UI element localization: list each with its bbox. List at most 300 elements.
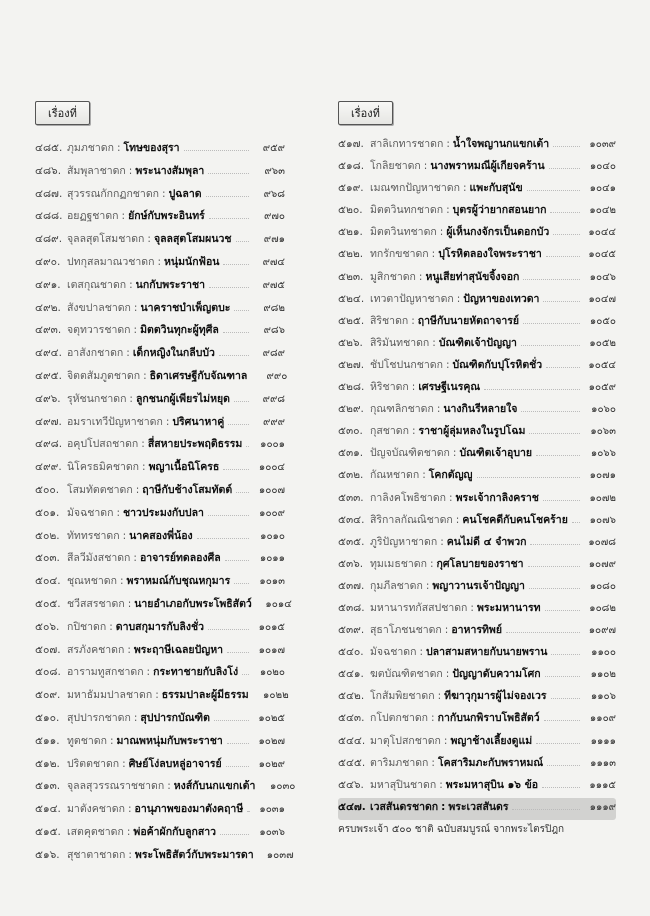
leader-dots bbox=[527, 189, 580, 191]
toc-entry bbox=[35, 367, 288, 390]
story-title: ปูฉลาด bbox=[168, 187, 202, 200]
jataka-name: เสตคุตชาดก bbox=[67, 825, 124, 838]
jataka-name: มหาธัมมปาลชาดก bbox=[67, 689, 153, 702]
leader-dots bbox=[242, 673, 249, 675]
leader-dots bbox=[529, 587, 580, 589]
toc-entry bbox=[35, 276, 285, 299]
entry-number: ๕๓๘. bbox=[338, 601, 365, 614]
entry-number: ๕๓๓. bbox=[338, 491, 364, 504]
story-title: มาณพหนุ่มกับพระราชา bbox=[116, 734, 223, 747]
toc-column-right bbox=[338, 101, 616, 837]
page-number: ๙๘๒ bbox=[263, 302, 285, 314]
entry-number: ๕๓๕. bbox=[338, 535, 365, 548]
story-title: ปัญญาดับความโศก bbox=[452, 668, 541, 681]
separator: : bbox=[431, 712, 435, 725]
page-number: ๑๐๐๑ bbox=[260, 439, 285, 451]
toc-entry bbox=[338, 290, 616, 312]
separator: : bbox=[128, 164, 133, 177]
separator: : bbox=[446, 138, 450, 150]
page-number: ๑๐๖๐ bbox=[591, 404, 616, 416]
separator: : bbox=[443, 734, 448, 747]
story-title: นายอำเภอกับพระโพธิสัตว์ bbox=[134, 597, 252, 610]
separator: : bbox=[440, 535, 444, 548]
leader-dots bbox=[543, 300, 580, 302]
story-title: โคสาริมภะกับพราหมณ์ bbox=[437, 756, 544, 769]
entry-number: ๕๒๗. bbox=[338, 358, 365, 371]
page-number: ๙๖๘ bbox=[263, 188, 285, 200]
leader-dots bbox=[477, 476, 581, 478]
toc-entry bbox=[338, 422, 616, 444]
leader-dots bbox=[225, 559, 249, 561]
entry-number: ๕๐๘. bbox=[35, 666, 61, 679]
story-title: ธิดาเศรษฐีกับจัณฑาล bbox=[149, 369, 248, 382]
leader-dots bbox=[529, 432, 580, 434]
page-number: ๑๑๐๒ bbox=[590, 669, 616, 681]
separator: : bbox=[436, 403, 441, 416]
leader-dots bbox=[219, 354, 249, 356]
page-number: ๑๑๐๐ bbox=[591, 647, 616, 659]
entry-number: ๕๑๒. bbox=[35, 757, 60, 770]
separator: : bbox=[121, 210, 126, 223]
entry-number: ๕๐๗. bbox=[35, 643, 61, 656]
separator: : bbox=[165, 415, 170, 428]
separator: : bbox=[142, 461, 146, 474]
toc-entry bbox=[338, 732, 616, 754]
leader-dots bbox=[223, 331, 249, 333]
separator: : bbox=[129, 278, 133, 291]
separator: : bbox=[444, 624, 449, 637]
story-title: โทษของสุรา bbox=[123, 142, 180, 154]
toc-entry bbox=[35, 549, 285, 572]
toc-entry bbox=[338, 245, 616, 267]
separator: : bbox=[422, 469, 426, 482]
story-title: พระมหาสุบิน ๑๖ ข้อ bbox=[445, 778, 539, 791]
page-number: ๑๑๑๓ bbox=[590, 757, 616, 769]
separator: : bbox=[126, 347, 130, 360]
entry-number: ๕๒๘. bbox=[338, 381, 365, 394]
leader-dots bbox=[214, 719, 249, 721]
entry-number: ๕๒๕. bbox=[338, 314, 365, 327]
separator: : bbox=[411, 381, 416, 394]
page-number: ๑๐๖๓ bbox=[590, 426, 616, 438]
entry-number: ๔๙๘. bbox=[35, 438, 63, 451]
separator: : bbox=[116, 142, 121, 154]
page-number: ๑๐๗๘ bbox=[588, 536, 616, 548]
page-number: ๑๐๔๐ bbox=[589, 161, 616, 173]
jataka-name: เตสกุณชาดก bbox=[67, 278, 127, 291]
entry-number: ๔๙๑. bbox=[35, 278, 61, 291]
entry-number: ๕๐๙. bbox=[35, 689, 61, 702]
jataka-name: สิริชาดก bbox=[370, 314, 409, 327]
entry-number: ๔๘๗. bbox=[35, 187, 63, 200]
page-number: ๑๐๑๕ bbox=[258, 621, 285, 633]
toc-entry bbox=[35, 139, 285, 162]
page-number: ๑๐๑๔ bbox=[265, 598, 292, 610]
story-title: ดาบสกุมารกับลิงชั่ว bbox=[115, 620, 204, 633]
leader-dots bbox=[523, 322, 580, 324]
jataka-name: กุสชาดก bbox=[370, 425, 409, 438]
story-title: ปัญหาของเทวดา bbox=[463, 292, 540, 305]
entry-number: ๔๙๓. bbox=[35, 324, 62, 337]
story-title: ผู้เห็นกงจักรเป็นดอกบัว bbox=[446, 226, 550, 239]
jataka-name: อคุปโปสถชาดก bbox=[67, 438, 139, 451]
story-title: ศิษย์โง่ลบหลู่อาจารย์ bbox=[128, 757, 222, 770]
leader-dots bbox=[512, 808, 580, 810]
separator: : bbox=[437, 690, 442, 703]
entry-number: ๕๓๑. bbox=[338, 447, 364, 460]
page-number: ๑๐๕๙ bbox=[588, 382, 616, 394]
leader-dots bbox=[523, 278, 580, 280]
leader-dots bbox=[197, 537, 249, 539]
page-number: ๑๐๗๙ bbox=[588, 558, 616, 570]
page-number: ๑๐๗๖ bbox=[589, 514, 616, 526]
entry-number: ๕๑๓. bbox=[35, 780, 61, 793]
entry-number: ๕๐๔. bbox=[35, 575, 61, 588]
story-title: ทีฆาวุกุมารผู้ไม่จองเวร bbox=[444, 690, 547, 703]
separator: : bbox=[432, 336, 436, 349]
story-title: พ่อค้าผักกับลูกสาว bbox=[133, 825, 217, 838]
separator: : bbox=[162, 187, 166, 200]
toc-entry bbox=[338, 709, 616, 731]
leader-dots bbox=[208, 514, 249, 516]
jataka-name: ทูตชาดก bbox=[67, 734, 107, 747]
toc-entry bbox=[35, 162, 285, 185]
toc-entry bbox=[35, 800, 285, 823]
page-number: ๙๗๐ bbox=[264, 211, 285, 223]
story-title: พระฤาษีเฉลยปัญหา bbox=[133, 643, 224, 656]
jataka-name: กโปตกชาดก bbox=[370, 712, 429, 725]
separator: : bbox=[449, 491, 453, 504]
separator: : bbox=[418, 270, 423, 283]
toc-entry bbox=[338, 201, 616, 223]
jataka-name: มิตตวินทกชาดก bbox=[370, 204, 444, 217]
toc-entry bbox=[35, 595, 292, 618]
leader-dots bbox=[549, 167, 580, 169]
jataka-name: เวสสันดรชาดก bbox=[370, 800, 439, 813]
page-number: ๑๐๗๒ bbox=[589, 492, 616, 504]
toc-entry bbox=[35, 435, 285, 458]
separator: : bbox=[439, 226, 444, 239]
separator: : bbox=[129, 392, 133, 405]
leader-dots bbox=[543, 499, 580, 501]
separator: : bbox=[439, 778, 443, 791]
leader-dots bbox=[545, 609, 580, 611]
jataka-name: ชุณหชาดก bbox=[67, 575, 117, 588]
entry-number: ๕๑๔. bbox=[35, 803, 61, 816]
page-number: ๑๐๒๕ bbox=[258, 712, 285, 724]
page-number: ๑๐๕๔ bbox=[588, 359, 616, 371]
entry-number: ๔๙๒. bbox=[35, 301, 61, 314]
jataka-name: สุปปารกชาดก bbox=[67, 711, 131, 724]
story-title: พราหมณ์กับชุณหกุมาร bbox=[126, 575, 231, 588]
separator: : bbox=[128, 848, 132, 861]
toc-entry bbox=[338, 665, 616, 687]
jataka-name: สัมพุลาชาดก bbox=[67, 164, 126, 177]
leader-dots bbox=[536, 454, 580, 456]
jataka-name: สาลิเกทารชาดก bbox=[370, 138, 444, 150]
toc-entry bbox=[338, 555, 616, 577]
jataka-name: สีลวีมังสชาดก bbox=[67, 552, 131, 565]
toc-entry bbox=[35, 321, 285, 344]
page-number: ๑๑๑๑ bbox=[590, 735, 616, 747]
page-number: ๑๐๔๔ bbox=[588, 227, 616, 239]
toc-entry bbox=[35, 709, 285, 732]
jataka-name: จุลลสุวรรณราชชาดก bbox=[67, 780, 165, 793]
entry-number: ๕๔๐. bbox=[338, 646, 364, 659]
separator: : bbox=[441, 800, 446, 813]
story-title: นางพราหมณีผู้เกียจคร้าน bbox=[430, 160, 545, 173]
entry-number: ๕๒๓. bbox=[338, 270, 364, 283]
story-title: บุตรผู้ว่ายากสอนยาก bbox=[452, 204, 547, 217]
separator: : bbox=[133, 324, 138, 337]
jataka-name: มัจฉชาดก bbox=[67, 506, 114, 519]
leader-dots bbox=[545, 675, 580, 677]
leader-dots bbox=[227, 742, 249, 744]
entry-number: ๕๔๒. bbox=[338, 690, 365, 703]
jataka-name: มหาสุปินชาดก bbox=[370, 778, 437, 791]
jataka-name: ชวีสสรชาดก bbox=[67, 597, 125, 610]
jataka-name: กาลิงคโพธิชาดก bbox=[370, 491, 447, 504]
separator: : bbox=[411, 425, 416, 438]
leader-dots bbox=[530, 543, 580, 545]
jataka-name: กปิชาดก bbox=[67, 620, 107, 633]
page-number: ๑๐๔๕ bbox=[588, 249, 616, 261]
page-number: ๑๐๐๙ bbox=[259, 507, 285, 519]
page-number: ๑๑๑๙ bbox=[589, 801, 616, 813]
entry-number: ๕๐๑. bbox=[35, 506, 60, 519]
jataka-name: อาสังกชาดก bbox=[67, 347, 124, 360]
story-title: ยักษ์กับพระอินทร์ bbox=[128, 210, 205, 223]
separator: : bbox=[120, 575, 124, 588]
page-number: ๙๙๘ bbox=[262, 393, 285, 405]
separator: : bbox=[109, 734, 114, 747]
separator: : bbox=[133, 552, 137, 565]
separator: : bbox=[141, 438, 145, 451]
leader-dots bbox=[208, 628, 249, 630]
story-title: ราชาผู้ลุ่มหลงในรูปโฉม bbox=[418, 425, 526, 438]
leader-dots bbox=[234, 582, 249, 584]
entry-number: ๕๒๑. bbox=[338, 226, 363, 239]
separator: : bbox=[122, 529, 127, 542]
leader-dots bbox=[209, 286, 249, 288]
leader-dots bbox=[551, 653, 580, 655]
entry-number: ๕๐๓. bbox=[35, 552, 60, 565]
leader-dots bbox=[236, 240, 249, 242]
entry-number: ๕๔๖. bbox=[338, 778, 364, 791]
separator: : bbox=[446, 204, 450, 217]
story-title: มิตตวินทุกะผู้ทุศีล bbox=[140, 324, 219, 337]
page-number: ๑๐๓๙ bbox=[589, 139, 616, 150]
toc-entry bbox=[35, 413, 285, 436]
jataka-name: จิตตสัมภูตชาดก bbox=[67, 369, 141, 382]
toc-entry bbox=[35, 344, 285, 367]
leader-dots bbox=[544, 719, 580, 721]
jataka-name: กุมภีลชาดก bbox=[370, 579, 423, 592]
page-number: ๑๐๓๐ bbox=[270, 781, 296, 793]
entry-number: ๕๓๙. bbox=[338, 624, 365, 637]
jataka-name: ปทกุสลมาณวชาดก bbox=[67, 255, 155, 268]
leader-dots bbox=[223, 468, 249, 470]
separator: : bbox=[157, 255, 161, 268]
leader-dots bbox=[234, 309, 249, 311]
page-number: ๑๐๐๗ bbox=[258, 484, 285, 496]
toc-entry bbox=[35, 185, 285, 208]
toc-entry bbox=[338, 489, 616, 511]
page-number: ๑๐๓๗ bbox=[266, 849, 294, 861]
footer-note: ครบพระเจ้า ๕๐๐ ชาติ ฉบับสมบูรณ์ จากพระไตรปิฎก bbox=[338, 823, 565, 835]
leader-dots bbox=[234, 400, 249, 402]
toc-entry bbox=[338, 157, 616, 179]
page-number: ๑๐๔๖ bbox=[589, 271, 616, 283]
page-number: ๑๐๗๑ bbox=[589, 470, 616, 482]
separator: : bbox=[109, 620, 113, 633]
toc-entry bbox=[338, 356, 616, 378]
leader-dots bbox=[206, 195, 249, 197]
page-number: ๙๙๙ bbox=[263, 416, 285, 428]
separator: : bbox=[133, 711, 138, 724]
page-number: ๑๐๕๐ bbox=[589, 315, 616, 327]
toc-entry bbox=[35, 207, 285, 230]
jataka-name: รุหัชนกชาดก bbox=[67, 392, 127, 405]
jataka-name: หิริชาดก bbox=[370, 381, 409, 394]
leader-dots bbox=[247, 810, 249, 812]
toc-entry bbox=[35, 504, 285, 527]
jataka-name: โสมทัตตชาดก bbox=[67, 483, 133, 496]
column-header: เรื่องที่ bbox=[338, 101, 393, 125]
toc-entry bbox=[35, 846, 294, 869]
separator: : bbox=[462, 182, 467, 195]
page-number: ๑๑๑๕ bbox=[589, 779, 616, 791]
leader-dots bbox=[550, 211, 580, 213]
entry-number: ๔๙๙. bbox=[35, 461, 62, 474]
entry-number: ๕๒๒. bbox=[338, 248, 364, 261]
story-title: ลูกชนกผู้เพียรไม่หยุด bbox=[135, 392, 230, 405]
jataka-name: เทวตาปัญหาชาดก bbox=[370, 292, 454, 305]
entry-number: ๔๙๐. bbox=[35, 255, 61, 268]
toc-column-left bbox=[35, 101, 296, 869]
story-title: พญาเนื้อนิโครธ bbox=[148, 461, 220, 474]
separator: : bbox=[431, 248, 436, 261]
page-number: ๑๐๙๗ bbox=[588, 625, 616, 637]
jataka-name: อารามทูสกชาดก bbox=[67, 666, 144, 679]
jataka-name: สังขปาลชาดก bbox=[67, 301, 131, 314]
leader-dots bbox=[553, 233, 580, 235]
separator: : bbox=[445, 668, 450, 681]
entry-number: ๔๘๕. bbox=[35, 142, 63, 154]
leader-dots bbox=[542, 786, 580, 788]
entry-number: ๕๑๙. bbox=[338, 182, 364, 195]
jataka-name: มัจฉชาดก bbox=[370, 646, 417, 659]
story-title: อาหารทิพย์ bbox=[451, 624, 502, 637]
story-title: พญาวานรเจ้าปัญญา bbox=[432, 579, 525, 592]
entry-number: ๔๘๘. bbox=[35, 210, 63, 223]
jataka-name: กัณหชาดก bbox=[370, 469, 420, 482]
entry-number: ๔๘๙. bbox=[35, 233, 63, 246]
story-title: กากับนกพิราบโพธิสัตว์ bbox=[437, 712, 540, 725]
toc-entry bbox=[338, 179, 616, 201]
entry-number: ๕๒๙. bbox=[338, 403, 364, 416]
toc-entry bbox=[338, 466, 616, 488]
page-number: ๑๐๓๑ bbox=[259, 804, 285, 816]
jataka-name: โกสัมพิยชาดก bbox=[370, 690, 435, 703]
toc-entry bbox=[338, 754, 616, 776]
entry-number: ๕๒๐. bbox=[338, 204, 363, 217]
separator: : bbox=[147, 233, 151, 246]
jataka-name: สุธาโภชนชาดก bbox=[370, 624, 442, 637]
toc-entry bbox=[35, 527, 285, 550]
page-number: ๑๐๔๗ bbox=[588, 293, 616, 305]
entry-list bbox=[338, 135, 616, 820]
leader-dots bbox=[184, 149, 249, 151]
leader-dots bbox=[521, 344, 580, 346]
toc-entry bbox=[35, 390, 285, 413]
page-number: ๑๐๒๙ bbox=[258, 758, 285, 770]
separator: : bbox=[423, 160, 428, 173]
page-number: ๑๐๓๖ bbox=[259, 826, 285, 838]
page-number: ๑๐๑๗ bbox=[258, 644, 285, 656]
story-title: กุศโลบายของราชา bbox=[436, 557, 524, 570]
separator: : bbox=[470, 601, 474, 614]
column-header: เรื่องที่ bbox=[35, 101, 90, 125]
story-title: หงส์กับนกแขกเต้า bbox=[173, 780, 256, 793]
page-number: ๑๐๔๑ bbox=[589, 183, 616, 195]
leader-dots bbox=[246, 445, 249, 447]
story-title: ชาวประมงกับปลา bbox=[122, 506, 204, 519]
page-number: ๑๐๐๔ bbox=[258, 462, 285, 474]
entry-number: ๕๔๔. bbox=[338, 734, 366, 747]
toc-entry bbox=[35, 663, 285, 686]
separator: : bbox=[127, 643, 131, 656]
story-title: ฤาษีกับช้างโสมทัตต์ bbox=[142, 483, 233, 496]
story-title: สี่สหายประพฤติธรรม bbox=[147, 438, 243, 451]
jataka-name: มาตุโปสกชาดก bbox=[370, 734, 441, 747]
separator: : bbox=[419, 646, 423, 659]
entry-number: ๕๔๕. bbox=[338, 756, 366, 769]
jataka-name: ปัญจบัณฑิตชาดก bbox=[370, 447, 450, 460]
story-title: ปุโรหิตลองใจพระราชา bbox=[438, 248, 542, 261]
story-title: บัณฑิตกับปุโรหิตชั่ว bbox=[452, 358, 543, 371]
page-number: ๑๐๒๗ bbox=[258, 735, 285, 747]
jataka-name: สิริมันทชาดก bbox=[370, 336, 430, 349]
separator: : bbox=[133, 301, 138, 314]
leader-dots bbox=[208, 172, 249, 174]
entry-number: ๕๐๐. bbox=[35, 483, 60, 496]
jataka-name: จตุทวารชาดก bbox=[67, 324, 131, 337]
toc-entry bbox=[338, 135, 616, 157]
page-number: ๑๑๐๖ bbox=[590, 691, 616, 703]
entry-number: ๕๔๓. bbox=[338, 712, 365, 725]
leader-dots bbox=[553, 145, 580, 147]
page-number: ๙๗๕ bbox=[262, 279, 285, 291]
story-title: นาคสองพี่น้อง bbox=[129, 529, 193, 542]
entry-number: ๕๐๒. bbox=[35, 529, 60, 542]
separator: : bbox=[143, 369, 147, 382]
separator: : bbox=[122, 757, 126, 770]
toc-entry bbox=[338, 312, 616, 334]
story-title: อาจารย์ทดลองศีล bbox=[139, 552, 221, 565]
separator: : bbox=[455, 513, 460, 526]
story-title: หนูเสียท่าสุนัขจิ้งจอก bbox=[425, 270, 520, 283]
leader-dots bbox=[227, 651, 249, 653]
jataka-name: สุวรรณกักกฏกชาดก bbox=[67, 187, 160, 200]
toc-entry bbox=[338, 776, 616, 798]
jataka-name: โกลิยชาดก bbox=[370, 160, 421, 173]
toc-entry bbox=[35, 641, 285, 664]
story-title: พระเวสสันดร bbox=[448, 800, 509, 813]
entry-number: ๕๓๐. bbox=[338, 425, 363, 438]
jataka-name: สรภังคชาดก bbox=[67, 643, 125, 656]
jataka-name: อมราเทวีปัญหาชาดก bbox=[67, 415, 163, 428]
